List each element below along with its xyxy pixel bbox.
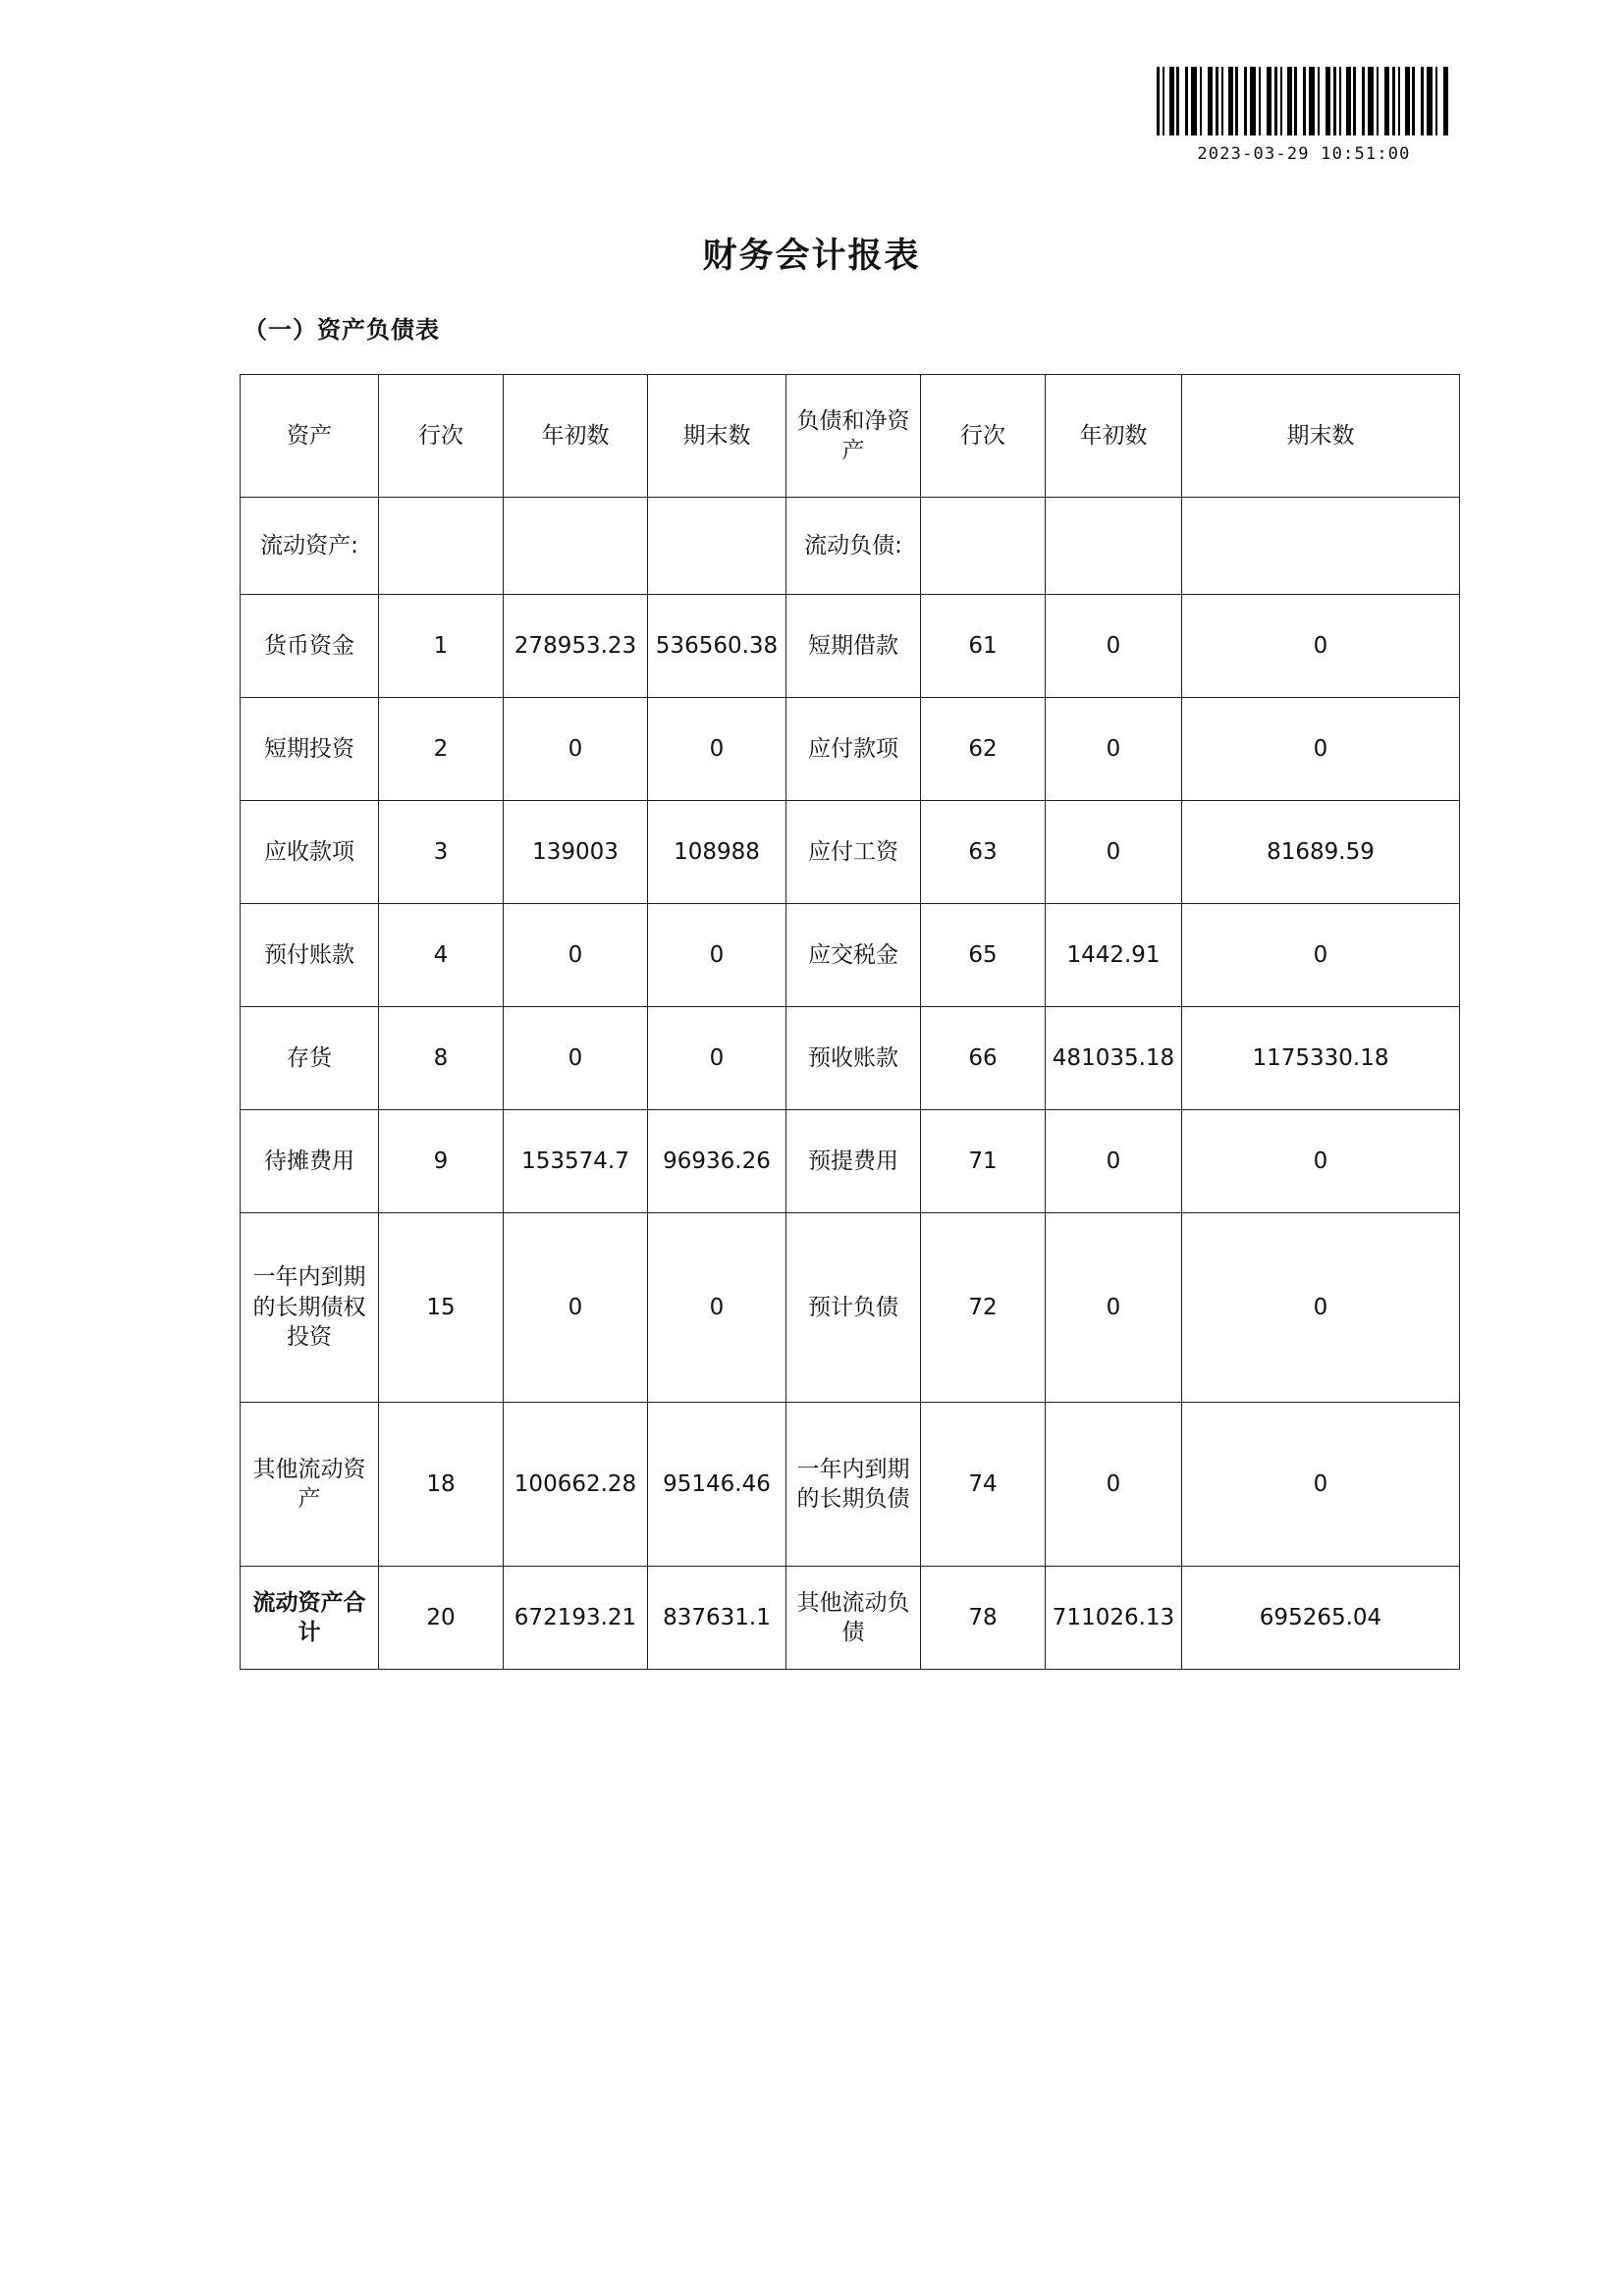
table-header-cell: 期末数	[1182, 375, 1460, 498]
table-cell: 63	[921, 801, 1046, 904]
table-cell: 0	[1182, 1110, 1460, 1213]
table-header-cell: 年初数	[504, 375, 648, 498]
table-cell: 0	[504, 698, 648, 801]
table-cell: 18	[379, 1403, 504, 1567]
table-row	[241, 801, 1460, 904]
table-cell: 2	[379, 698, 504, 801]
table-header-cell: 行次	[379, 375, 504, 498]
table-row	[241, 1110, 1460, 1213]
table-cell: 0	[1046, 1403, 1182, 1567]
table-cell: 短期借款	[786, 595, 921, 698]
table-cell: 0	[1182, 904, 1460, 1007]
table-cell: 预计负债	[786, 1213, 921, 1403]
table-cell: 711026.13	[1046, 1567, 1182, 1670]
table-cell: 预收账款	[786, 1007, 921, 1110]
table-cell: 流动资产:	[241, 498, 379, 595]
table-cell: 流动负债:	[786, 498, 921, 595]
table-cell: 0	[648, 698, 786, 801]
table-cell: 65	[921, 904, 1046, 1007]
table-cell: 672193.21	[504, 1567, 648, 1670]
table-cell: 0	[1046, 1213, 1182, 1403]
table-header-cell: 年初数	[1046, 375, 1182, 498]
table-cell: 78	[921, 1567, 1046, 1670]
table-cell: 0	[648, 904, 786, 1007]
table-cell: 278953.23	[504, 595, 648, 698]
table-cell: 62	[921, 698, 1046, 801]
table-cell: 应付工资	[786, 801, 921, 904]
table-row	[241, 1213, 1460, 1403]
table-row	[241, 1403, 1460, 1567]
table-cell: 66	[921, 1007, 1046, 1110]
table-cell: 0	[1046, 698, 1182, 801]
table-cell	[1182, 498, 1460, 595]
table-cell: 71	[921, 1110, 1046, 1213]
table-cell: 一年内到期的长期负债	[786, 1403, 921, 1567]
table-cell: 0	[1046, 801, 1182, 904]
table-cell: 0	[1182, 1403, 1460, 1567]
table-cell: 9	[379, 1110, 504, 1213]
table-cell: 短期投资	[241, 698, 379, 801]
table-cell: 100662.28	[504, 1403, 648, 1567]
table-row	[241, 498, 1460, 595]
table-cell: 0	[504, 904, 648, 1007]
table-cell: 待摊费用	[241, 1110, 379, 1213]
barcode-icon	[1157, 67, 1451, 135]
table-cell: 0	[504, 1007, 648, 1110]
table-cell: 一年内到期的长期债权投资	[241, 1213, 379, 1403]
table-cell: 预提费用	[786, 1110, 921, 1213]
table-header-cell: 行次	[921, 375, 1046, 498]
table-cell: 4	[379, 904, 504, 1007]
table-cell: 0	[1046, 1110, 1182, 1213]
table-cell: 95146.46	[648, 1403, 786, 1567]
section-title: （一）资产负债表	[243, 316, 440, 344]
table-cell: 流动资产合计	[241, 1567, 379, 1670]
page-title: 财务会计报表	[702, 237, 921, 276]
table-cell	[1046, 498, 1182, 595]
table-cell: 153574.7	[504, 1110, 648, 1213]
table-row	[241, 698, 1460, 801]
table-cell: 139003	[504, 801, 648, 904]
table-cell: 应收款项	[241, 801, 379, 904]
table-cell: 72	[921, 1213, 1046, 1403]
table-cell: 81689.59	[1182, 801, 1460, 904]
table-header-cell: 资产	[241, 375, 379, 498]
table-row	[241, 1007, 1460, 1110]
table-cell: 1442.91	[1046, 904, 1182, 1007]
table-cell: 96936.26	[648, 1110, 786, 1213]
table-cell: 61	[921, 595, 1046, 698]
table-cell: 8	[379, 1007, 504, 1110]
table-cell: 货币资金	[241, 595, 379, 698]
table-header-row	[241, 375, 1460, 498]
barcode-block	[1157, 67, 1451, 164]
table-cell: 0	[1182, 595, 1460, 698]
table-cell: 0	[648, 1213, 786, 1403]
table-cell: 695265.04	[1182, 1567, 1460, 1670]
table-cell: 108988	[648, 801, 786, 904]
table-row	[241, 595, 1460, 698]
table-cell: 20	[379, 1567, 504, 1670]
table-row-total	[241, 1567, 1460, 1670]
table-cell: 存货	[241, 1007, 379, 1110]
table-cell: 74	[921, 1403, 1046, 1567]
table-cell: 其他流动资产	[241, 1403, 379, 1567]
table-cell: 0	[1046, 595, 1182, 698]
table-cell	[504, 498, 648, 595]
table-row	[241, 904, 1460, 1007]
table-cell: 其他流动负债	[786, 1567, 921, 1670]
table-cell: 481035.18	[1046, 1007, 1182, 1110]
table-cell: 15	[379, 1213, 504, 1403]
table-cell: 0	[648, 1007, 786, 1110]
table-cell: 0	[1182, 698, 1460, 801]
balance-sheet-table	[240, 374, 1460, 1670]
balance-sheet-table-wrap	[240, 374, 1388, 1670]
table-cell: 0	[1182, 1213, 1460, 1403]
table-cell	[921, 498, 1046, 595]
table-cell: 536560.38	[648, 595, 786, 698]
table-header-cell: 负债和净资产	[786, 375, 921, 498]
table-cell	[379, 498, 504, 595]
table-cell: 1	[379, 595, 504, 698]
table-cell: 预付账款	[241, 904, 379, 1007]
table-cell: 应付款项	[786, 698, 921, 801]
table-cell: 837631.1	[648, 1567, 786, 1670]
table-cell: 1175330.18	[1182, 1007, 1460, 1110]
table-cell: 0	[504, 1213, 648, 1403]
table-cell: 应交税金	[786, 904, 921, 1007]
table-cell	[648, 498, 786, 595]
barcode-timestamp: 2023-03-29 10:51:00	[1197, 144, 1411, 164]
table-header-cell: 期末数	[648, 375, 786, 498]
table-cell: 3	[379, 801, 504, 904]
